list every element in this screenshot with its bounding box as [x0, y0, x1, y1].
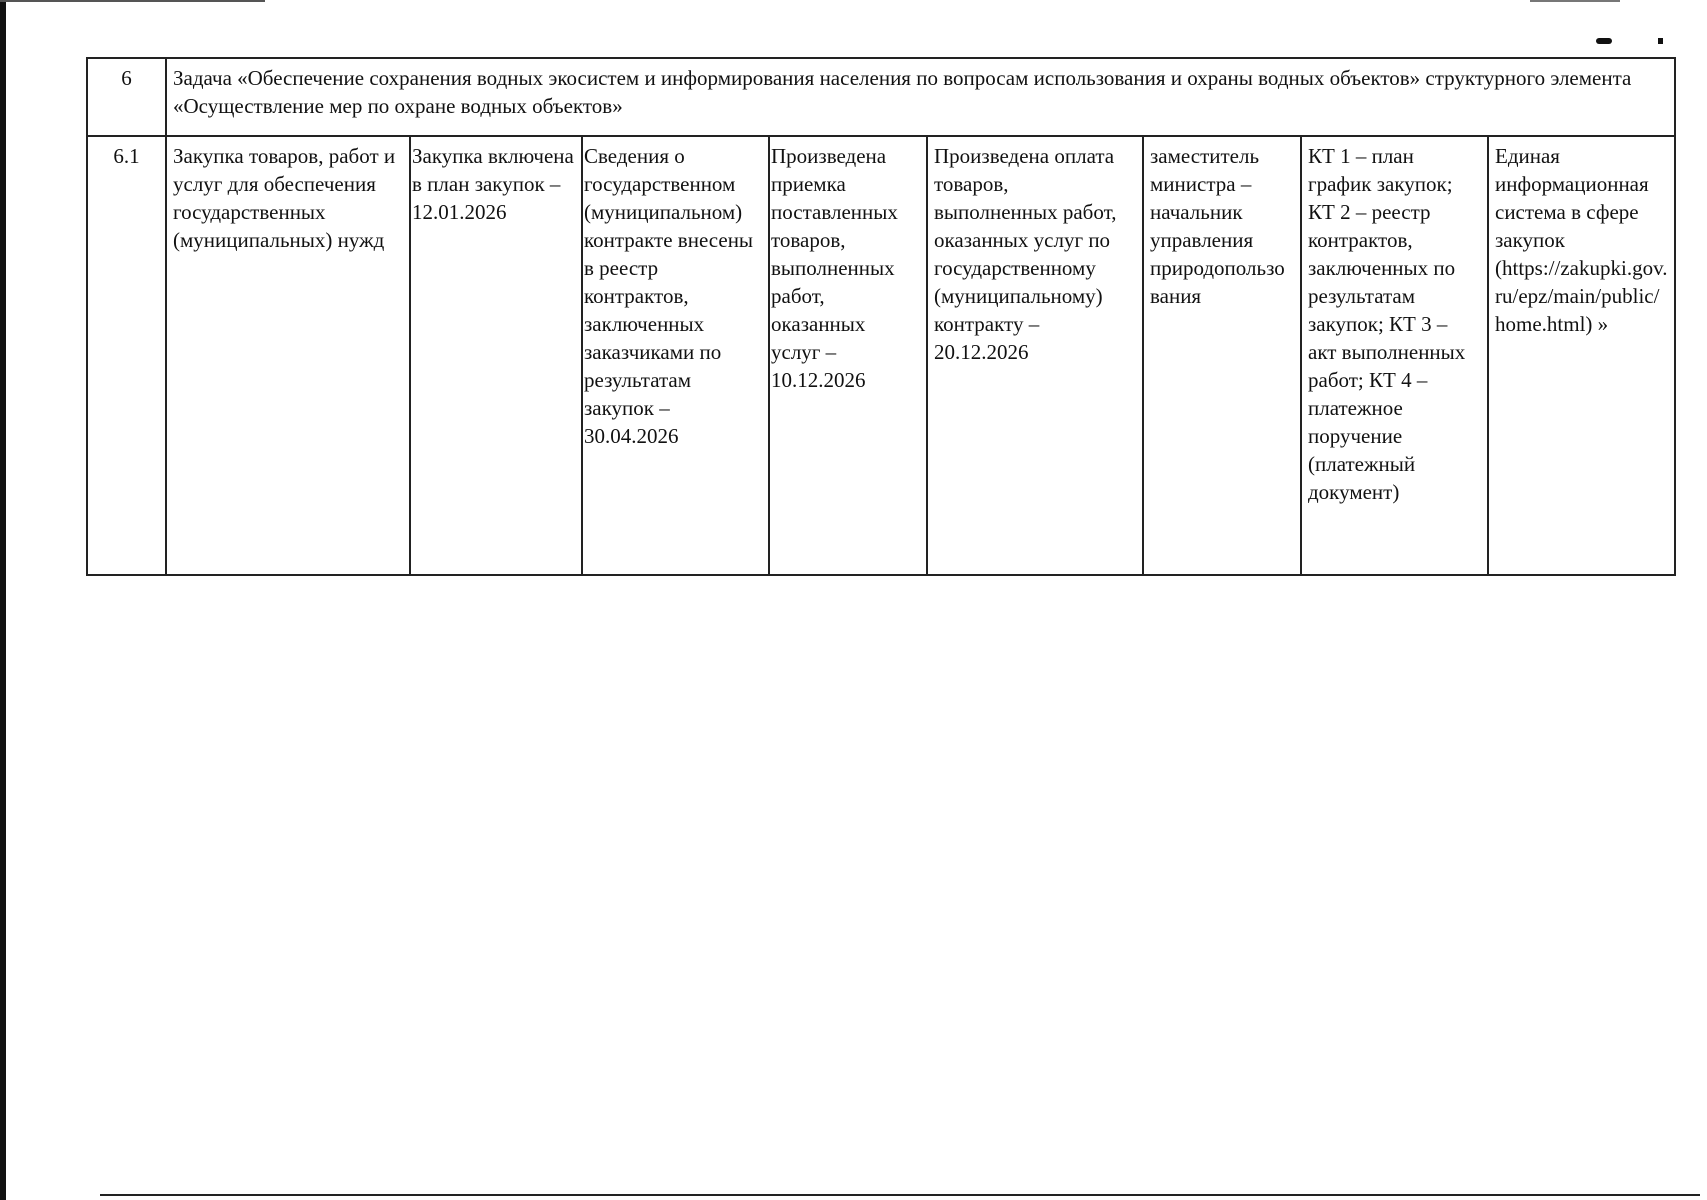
task-number: 6 [87, 58, 166, 136]
plan-table [86, 57, 1676, 576]
scan-top-edge [0, 0, 265, 2]
item-number: 6.1 [87, 136, 166, 575]
control-point-4: Произведена оплата товаров, выполненных работ, оказанных услуг по государственному (муниципальному) контракту – 20.12.2026 [927, 136, 1143, 575]
scan-bottom-edge [100, 1194, 1700, 1196]
item-name: Закупка товаров, работ и услуг для обеспечения государственных (муниципальных) нужд [166, 136, 410, 575]
scan-left-edge [0, 0, 6, 1200]
supporting-documents: КТ 1 – план график закупок; КТ 2 – реестр контрактов, заключенных по результатам закупок; КТ 3 – акт выполненных работ; КТ 4 – платежное поручение (платежный документ) [1301, 136, 1488, 575]
information-system: Единая информационная система в сфере закупок (https://zakupki.gov.ru/epz/main/public/home.html) » [1488, 136, 1675, 575]
task-title: Задача «Обеспечение сохранения водных экосистем и информирования населения по вопросам использования и охраны водных объектов» структурного элемента «Осуществление мер по охране водных объектов» [166, 58, 1675, 136]
item-row [87, 136, 1675, 575]
responsible-person: заместитель министра – начальник управления природопользования [1143, 136, 1301, 575]
scan-speck [1530, 0, 1620, 2]
control-point-1: Закупка включена в план закупок – 12.01.2026 [410, 136, 582, 575]
control-point-3: Произведена приемка поставленных товаров, выполненных работ, оказанных услуг – 10.12.2026 [769, 136, 927, 575]
task-row [87, 58, 1675, 136]
control-point-2: Сведения о государственном (муниципальном) контракте внесены в реестр контрактов, заключенных заказчиками по результатам закупок – 30.04.2026 [582, 136, 769, 575]
scan-speck [1658, 38, 1663, 44]
scan-speck [1596, 38, 1612, 44]
